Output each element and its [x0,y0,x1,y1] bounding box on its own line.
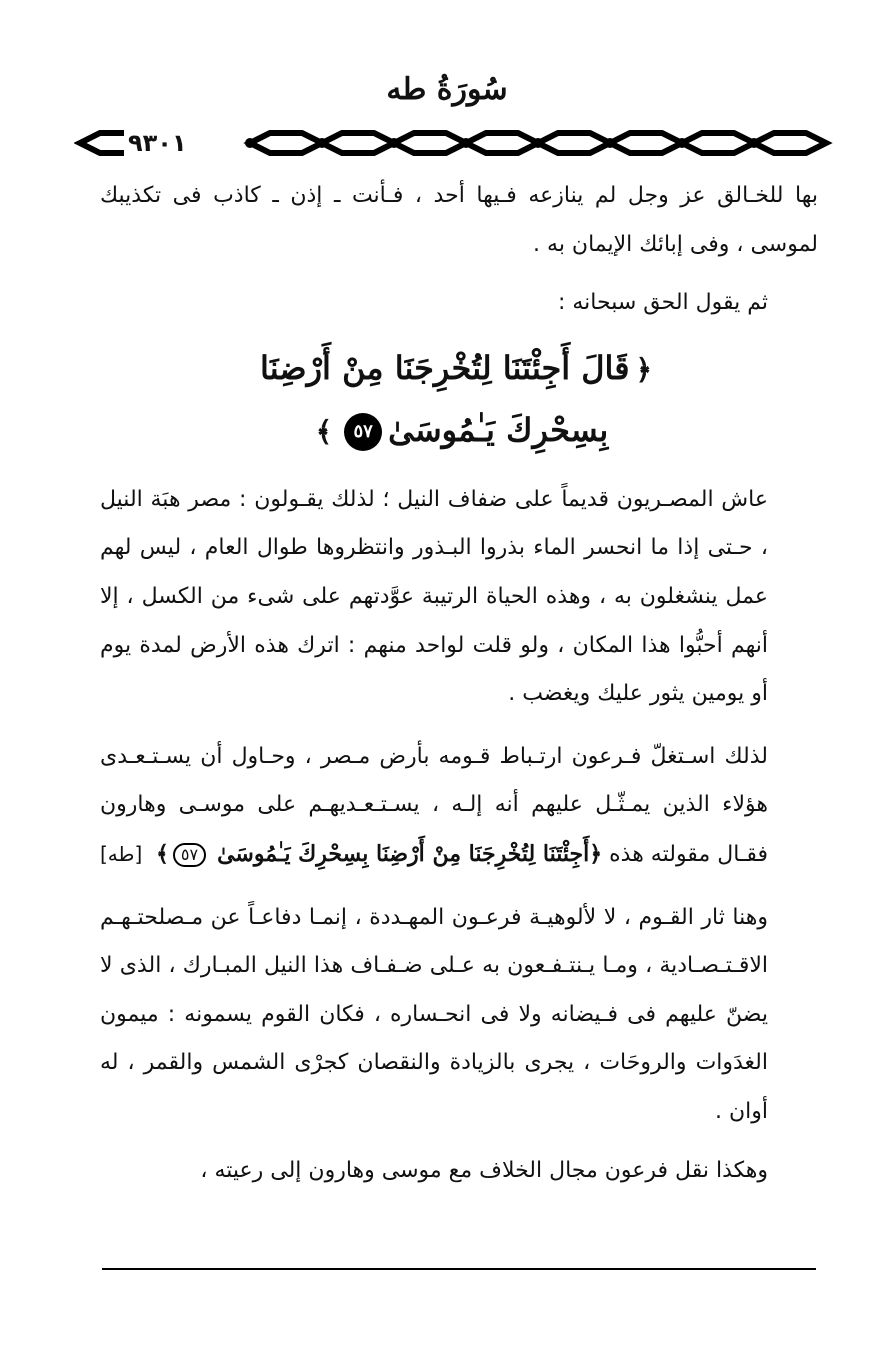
paragraph-2: ثم يقول الحق سبحانه : [557,290,768,316]
inline-verse-quote: أَجِئْتَنَا لِتُخْرِجَنَا مِنْ أَرْضِنَا بِسِحْرِكَ يَـٰمُوسَىٰ [217,840,590,867]
page-body [100,172,818,1195]
verse-line-1 [100,338,818,400]
inline-verse-close-bracket-icon: ﴾ [155,840,169,867]
page-number: ٩٣٠١ [124,126,191,160]
inline-verse-open-bracket-icon: ﴿ [589,840,603,867]
paragraph-5: وهنا ثار القـوم ، لا لألوهيـة فرعـون المهـددة ، إنمـا دفاعـاً عن مـصلحتـهـم الاقـتـصـادية ، ومـا يـنتـفـعون به عـلى ضـفـاف هذا النيل المبـارك ، الذى لا يضنّ عليهم فى فـيضانه ولا فى انحـساره ، فكان القوم يسمونه : ميمون الغدَوات والروحَات ، يجرى بالزيادة والنقصان كجرْى الشمس والقمر ، له أوان . [100,904,768,1124]
footer-divider [102,1268,816,1270]
verse-line-1-text: قَالَ أَجِئْتَنَا لِتُخْرِجَنَا مِنْ أَرْضِنَا [260,348,630,387]
surah-title: سُورَةُ طه [386,72,508,107]
verse-close-bracket-icon: ﴾ [315,414,333,448]
paragraph-3: عاش المصـريون قديماً على ضفاف النيل ؛ لذلك يقـولون : مصر هبَة النيل ، حـتى إذا ما انحسر الماء بذروا البـذور وانتظروها طوال العام ، ليس لهم عمل ينشغلون به ، وهذه الحياة الرتيبة عوَّدتهم على شىء من الكسل ، إلا أنهم أحبُّوا هذا المكان ، ولو قلت لواحد منهم : اترك هذه الأرض لمدة يوم أو يومين يثور عليك ويغضب . [100,486,768,707]
paragraph-6: وهكذا نقل فرعون مجال الخلاف مع موسى وهارون إلى رعيته ، [200,1157,768,1183]
inline-ayah-number: ٥٧ [173,843,206,867]
verse-line-2-text: بِسِحْرِكَ يَـٰمُوسَىٰ [388,410,609,449]
surah-reference: [طه] [100,841,143,866]
paragraph-1: بها للخـالق عز وجل لم ينازعه فـيها أحد ، فـأنت ـ إذن ـ كاذب فى تكذيبك لموسى ، وفى إبائك الإيمان به . [100,183,818,257]
paragraph-4 [100,733,818,880]
verse-open-bracket-icon: ﴿ [635,352,652,386]
paragraph-4-text: لذلك اسـتغلّ فـرعون ارتـباط قـومه بأرض مـصر ، وحـاول أن يسـتـعـدى هؤلاء الذين يمـثّـل عليهم أنه إلـه ، يسـتـعـديهـم على موسـى وهارون فقـال مقولته هذه [100,743,768,867]
verse-line-2 [100,400,818,462]
ayah-number-badge: ٥٧ [344,413,382,451]
